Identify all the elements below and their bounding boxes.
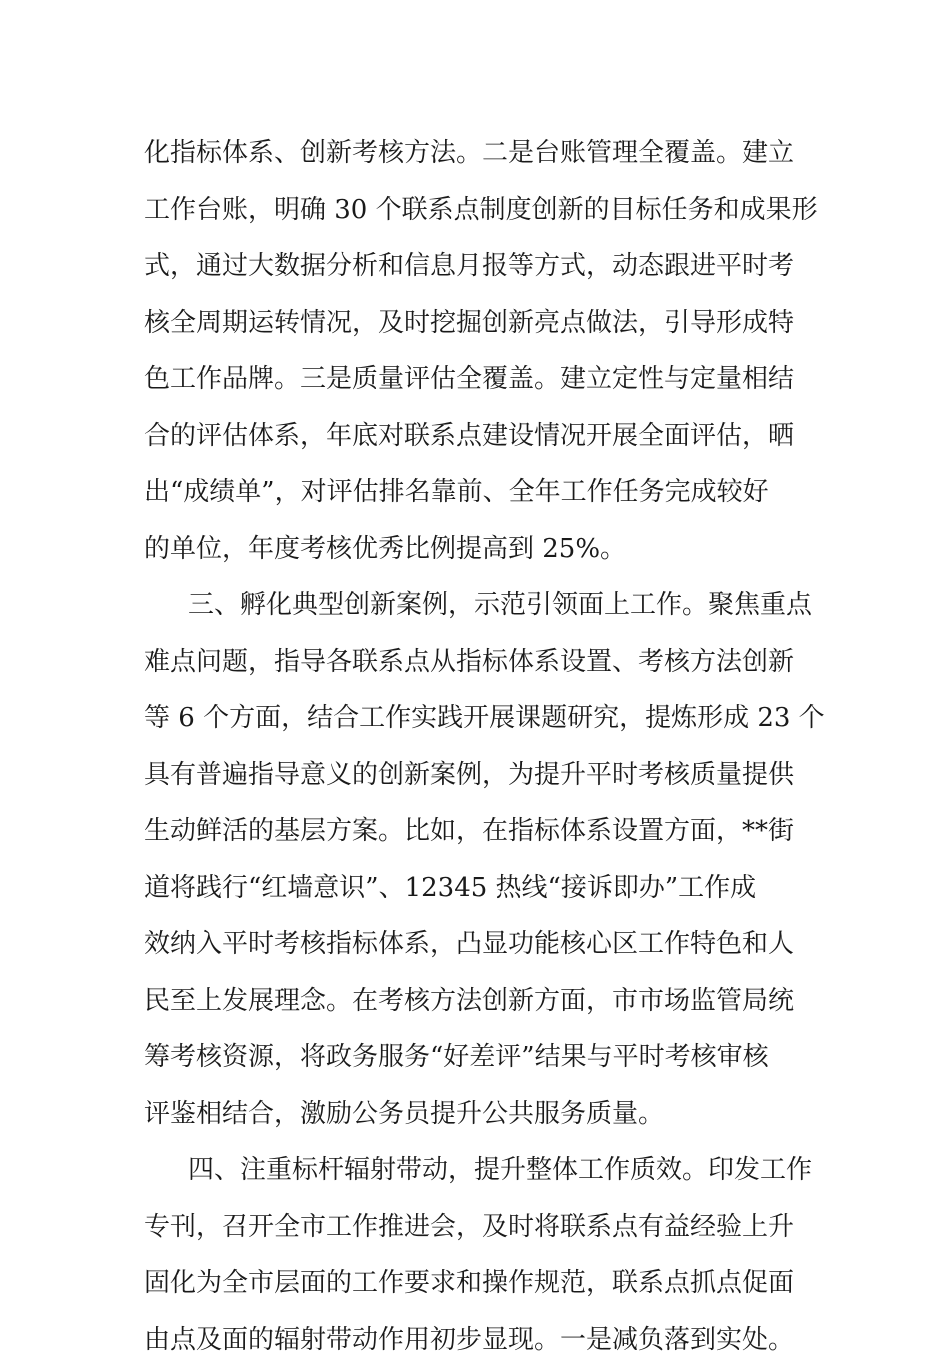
- text-line: 等 6 个方面，结合工作实践开展课题研究，提炼形成 23 个: [144, 690, 816, 747]
- text-line: 民至上发展理念。在考核方法创新方面，市市场监管局统: [144, 973, 816, 1030]
- text-line: 工作台账，明确 30 个联系点制度创新的目标任务和成果形: [144, 182, 816, 239]
- text-line: 出“成绩单”，对评估排名靠前、全年工作任务完成较好: [144, 464, 816, 521]
- text-line: 色工作品牌。三是质量评估全覆盖。建立定性与定量相结: [144, 351, 816, 408]
- text-line: 评鉴相结合，激励公务员提升公共服务质量。: [144, 1086, 816, 1143]
- text-line: 效纳入平时考核指标体系，凸显功能核心区工作特色和人: [144, 916, 816, 973]
- text-line: 难点问题，指导各联系点从指标体系设置、考核方法创新: [144, 634, 816, 691]
- text-line: 核全周期运转情况，及时挖掘创新亮点做法，引导形成特: [144, 295, 816, 352]
- text-line: 的单位，年度考核优秀比例提高到 25%。: [144, 521, 816, 578]
- paragraph-heading-line: 三、孵化典型创新案例，示范引领面上工作。聚焦重点: [144, 577, 816, 634]
- text-line: 具有普遍指导意义的创新案例，为提升平时考核质量提供: [144, 747, 816, 804]
- text-line: 化指标体系、创新考核方法。二是台账管理全覆盖。建立: [144, 125, 816, 182]
- text-line: 由点及面的辐射带动作用初步显现。一是减负落到实处。: [144, 1312, 816, 1368]
- text-line: 筹考核资源，将政务服务“好差评”结果与平时考核审核: [144, 1029, 816, 1086]
- text-line: 式，通过大数据分析和信息月报等方式，动态跟进平时考: [144, 238, 816, 295]
- paragraph-heading-line: 四、注重标杆辐射带动，提升整体工作质效。印发工作: [144, 1142, 816, 1199]
- document-body: [144, 125, 816, 1368]
- text-line: 合的评估体系，年底对联系点建设情况开展全面评估，晒: [144, 408, 816, 465]
- text-line: 生动鲜活的基层方案。比如，在指标体系设置方面，**街: [144, 803, 816, 860]
- text-line: 专刊，召开全市工作推进会，及时将联系点有益经验上升: [144, 1199, 816, 1256]
- text-line: 固化为全市层面的工作要求和操作规范，联系点抓点促面: [144, 1255, 816, 1312]
- text-line: 道将践行“红墙意识”、12345 热线“接诉即办”工作成: [144, 860, 816, 917]
